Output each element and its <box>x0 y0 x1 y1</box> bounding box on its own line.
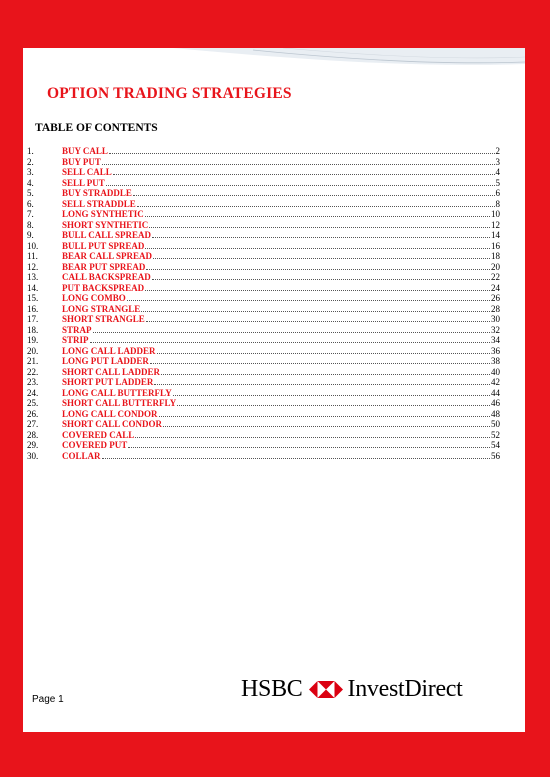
toc-entry[interactable] <box>27 230 500 241</box>
toc-dot-leader <box>109 153 495 154</box>
toc-entry-title[interactable]: BULL PUT SPREAD <box>62 240 145 251</box>
toc-entry-title[interactable]: BUY PUT <box>62 156 101 167</box>
toc-entry-number: 19. <box>27 335 39 345</box>
toc-entry-number: 21. <box>27 356 39 366</box>
toc-dot-leader <box>150 363 490 364</box>
toc-entry-number: 18. <box>27 324 39 335</box>
toc-entry[interactable] <box>27 167 500 178</box>
toc-entry[interactable] <box>27 241 500 252</box>
toc-entry[interactable] <box>27 209 500 220</box>
toc-entry-number: 6. <box>27 198 34 209</box>
toc-entry[interactable] <box>27 314 500 325</box>
toc-dot-leader <box>161 374 490 375</box>
toc-entry[interactable] <box>27 346 500 357</box>
toc-dot-leader <box>177 405 490 406</box>
page-number-label: Page 1 <box>32 694 64 705</box>
toc-entry[interactable] <box>27 220 500 231</box>
toc-entry-page: 24 <box>491 282 500 293</box>
toc-entry-number: 25. <box>27 398 39 408</box>
toc-entry-number: 13. <box>27 272 39 282</box>
toc-entry-title[interactable]: BEAR CALL SPREAD <box>62 251 153 261</box>
toc-dot-leader <box>159 416 490 417</box>
toc-entry-page: 20 <box>491 261 500 272</box>
toc-entry-page: 18 <box>491 251 500 261</box>
toc-entry[interactable] <box>27 377 500 388</box>
toc-entry-page: 2 <box>495 146 500 156</box>
toc-entry-title[interactable]: SHORT STRANGLE <box>62 314 145 324</box>
hsbc-investdirect-logo <box>241 677 463 701</box>
toc-entry[interactable] <box>27 451 500 462</box>
toc-dot-leader <box>128 447 490 448</box>
toc-entry-title[interactable]: SHORT CALL CONDOR <box>62 419 163 429</box>
toc-entry[interactable] <box>27 178 500 189</box>
toc-entry-number: 29. <box>27 440 39 450</box>
toc-entry-page: 12 <box>491 219 500 230</box>
toc-entry-number: 17. <box>27 314 39 324</box>
toc-dot-leader <box>137 206 495 207</box>
toc-entry-page: 42 <box>491 377 500 387</box>
toc-entry-title[interactable]: LONG CALL LADDER <box>62 345 156 356</box>
toc-entry-title[interactable]: SELL PUT <box>62 177 105 188</box>
document-page <box>23 48 525 732</box>
toc-dot-leader <box>152 237 490 238</box>
toc-entry-number: 14. <box>27 282 39 293</box>
toc-entry[interactable] <box>27 356 500 367</box>
toc-dot-leader <box>146 321 490 322</box>
toc-entry[interactable] <box>27 293 500 304</box>
toc-entry-page: 48 <box>491 408 500 419</box>
toc-dot-leader <box>127 300 490 301</box>
toc-entry-number: 16. <box>27 303 39 314</box>
toc-entry-title[interactable]: BEAR PUT SPREAD <box>62 261 146 272</box>
toc-entry-number: 22. <box>27 366 39 377</box>
toc-entry-page: 26 <box>491 293 500 303</box>
toc-entry[interactable] <box>27 304 500 315</box>
toc-dot-leader <box>102 164 495 165</box>
toc-entry-page: 38 <box>491 356 500 366</box>
toc-entry-page: 50 <box>491 419 500 429</box>
toc-entry-title[interactable]: LONG CALL CONDOR <box>62 408 158 419</box>
toc-entry-title[interactable]: CALL BACKSPREAD <box>62 272 151 282</box>
toc-dot-leader <box>173 395 490 396</box>
toc-dot-leader <box>146 269 490 270</box>
toc-entry-number: 3. <box>27 167 34 177</box>
toc-entry[interactable] <box>27 325 500 336</box>
toc-entry-page: 32 <box>491 324 500 335</box>
toc-entry-title[interactable]: LONG PUT LADDER <box>62 356 149 366</box>
toc-entry-page: 28 <box>491 303 500 314</box>
toc-entry-title[interactable]: SELL CALL <box>62 167 112 177</box>
toc-entry-page: 44 <box>491 387 500 398</box>
toc-entry-title[interactable]: PUT BACKSPREAD <box>62 282 145 293</box>
toc-entry-title[interactable]: SHORT CALL LADDER <box>62 366 161 377</box>
toc-entry-title[interactable]: SHORT SYNTHETIC <box>62 219 149 230</box>
toc-entry-title[interactable]: COLLAR <box>62 450 101 461</box>
toc-dot-leader <box>163 426 490 427</box>
toc-entry-title[interactable]: COVERED PUT <box>62 440 128 450</box>
toc-entry-title[interactable]: LONG CALL BUTTERFLY <box>62 387 172 398</box>
toc-entry-number: 30. <box>27 450 39 461</box>
logo-investdirect-text: InvestDirect <box>347 676 463 702</box>
toc-entry-number: 5. <box>27 188 34 198</box>
toc-entry-title[interactable]: STRAP <box>62 324 92 335</box>
toc-entry-page: 3 <box>495 156 500 167</box>
toc-entry-number: 4. <box>27 177 34 188</box>
toc-entry-number: 26. <box>27 408 39 419</box>
toc-entry-title[interactable]: BULL CALL SPREAD <box>62 230 152 240</box>
toc-entry[interactable] <box>27 335 500 346</box>
toc-dot-leader <box>149 227 490 228</box>
toc-entry[interactable] <box>27 409 500 420</box>
toc-entry-title[interactable]: LONG STRANGLE <box>62 303 141 314</box>
toc-entry[interactable] <box>27 146 500 157</box>
toc-entry-title[interactable]: SELL STRADDLE <box>62 198 136 209</box>
toc-entry-page: 30 <box>491 314 500 324</box>
table-of-contents <box>27 146 500 461</box>
toc-entry-page: 54 <box>491 440 500 450</box>
toc-entry-number: 7. <box>27 209 34 219</box>
toc-entry-number: 28. <box>27 429 39 440</box>
toc-entry-number: 2. <box>27 156 34 167</box>
toc-entry-number: 20. <box>27 345 39 356</box>
toc-dot-leader <box>102 458 490 459</box>
toc-entry-page: 10 <box>491 209 500 219</box>
toc-entry-number: 12. <box>27 261 39 272</box>
toc-entry-title[interactable]: SHORT PUT LADDER <box>62 377 154 387</box>
toc-entry-title[interactable]: BUY CALL <box>62 146 108 156</box>
toc-entry-page: 4 <box>495 167 500 177</box>
toc-entry-page: 52 <box>491 429 500 440</box>
toc-entry-page: 5 <box>495 177 500 188</box>
toc-entry[interactable] <box>27 440 500 451</box>
toc-entry-number: 24. <box>27 387 39 398</box>
toc-entry-number: 10. <box>27 240 39 251</box>
toc-dot-leader <box>141 311 490 312</box>
toc-entry[interactable] <box>27 419 500 430</box>
toc-dot-leader <box>145 216 490 217</box>
toc-entry-title[interactable]: STRIP <box>62 335 89 345</box>
toc-entry-page: 6 <box>495 188 500 198</box>
hsbc-hexagon-icon <box>309 681 343 698</box>
toc-entry[interactable] <box>27 188 500 199</box>
toc-entry-number: 1. <box>27 146 34 156</box>
toc-dot-leader <box>157 353 490 354</box>
toc-entry-number: 11. <box>27 251 38 261</box>
toc-entry[interactable] <box>27 157 500 168</box>
toc-entry-title[interactable]: COVERED CALL <box>62 429 135 440</box>
toc-dot-leader <box>154 384 490 385</box>
toc-entry[interactable] <box>27 262 500 273</box>
toc-entry[interactable] <box>27 272 500 283</box>
toc-dot-leader <box>133 195 495 196</box>
toc-entry-page: 36 <box>491 345 500 356</box>
toc-dot-leader <box>145 290 490 291</box>
toc-dot-leader <box>145 248 490 249</box>
toc-entry-number: 23. <box>27 377 39 387</box>
toc-dot-leader <box>135 437 490 438</box>
toc-dot-leader <box>153 258 490 259</box>
document-title: OPTION TRADING STRATEGIES <box>47 85 292 102</box>
toc-entry-page: 16 <box>491 240 500 251</box>
toc-entry-title[interactable]: LONG COMBO <box>62 293 126 303</box>
toc-entry-title[interactable]: LONG SYNTHETIC <box>62 209 144 219</box>
toc-dot-leader <box>152 279 490 280</box>
toc-entry-page: 14 <box>491 230 500 240</box>
toc-entry-page: 40 <box>491 366 500 377</box>
toc-entry[interactable] <box>27 388 500 399</box>
toc-entry[interactable] <box>27 251 500 262</box>
toc-entry-page: 56 <box>491 450 500 461</box>
logo-hsbc-text: HSBC <box>241 676 303 702</box>
toc-entry-title[interactable]: SHORT CALL BUTTERFLY <box>62 398 177 408</box>
toc-entry[interactable] <box>27 283 500 294</box>
toc-entry-number: 8. <box>27 219 34 230</box>
toc-dot-leader <box>106 185 495 186</box>
toc-dot-leader <box>93 332 490 333</box>
toc-entry-page: 22 <box>491 272 500 282</box>
toc-entry-page: 8 <box>495 198 500 209</box>
toc-dot-leader <box>90 342 490 343</box>
toc-entry[interactable] <box>27 199 500 210</box>
toc-entry-number: 15. <box>27 293 39 303</box>
toc-heading: TABLE OF CONTENTS <box>35 122 158 134</box>
toc-entry[interactable] <box>27 398 500 409</box>
toc-entry-title[interactable]: BUY STRADDLE <box>62 188 132 198</box>
toc-entry-page: 34 <box>491 335 500 345</box>
toc-dot-leader <box>113 174 495 175</box>
toc-entry[interactable] <box>27 430 500 441</box>
toc-entry-number: 9. <box>27 230 34 240</box>
toc-entry-number: 27. <box>27 419 39 429</box>
toc-entry-page: 46 <box>491 398 500 408</box>
toc-entry[interactable] <box>27 367 500 378</box>
